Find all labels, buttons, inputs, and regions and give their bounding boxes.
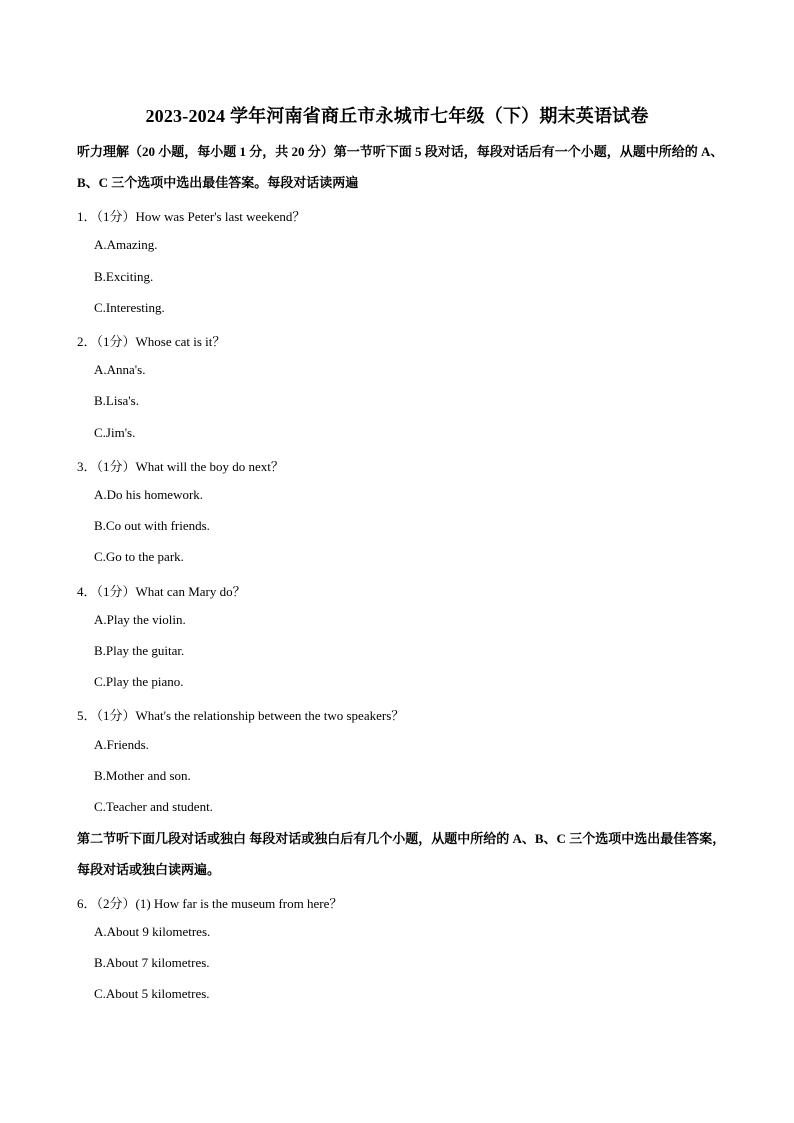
answer-option: B.Lisa's. xyxy=(94,393,139,408)
question-stem: 4．（1分）What can Mary do？ xyxy=(77,584,246,599)
answer-option: C.Teacher and student. xyxy=(94,799,213,814)
section-1-instruction: 听力理解（20 小题，每小题 1 分，共 20 分）第一节听下面 5 段对话，每段对话后有一个小题，从题中所给的 A、B、C 三个选项中选出最佳答案。每段对话读两遍 xyxy=(77,144,724,190)
question-stem: 3．（1分）What will the boy do next？ xyxy=(77,459,284,474)
answer-option: C.About 5 kilometres. xyxy=(94,986,210,1001)
answer-option: A.About 9 kilometres. xyxy=(94,924,211,939)
answer-option: C.Play the piano. xyxy=(94,674,184,689)
answer-option: B.Play the guitar. xyxy=(94,643,185,658)
answer-option: B.Exciting. xyxy=(94,269,154,284)
answer-option: B.Co out with friends. xyxy=(94,518,210,533)
question-stem: 2．（1分）Whose cat is it？ xyxy=(77,334,226,349)
section-2-instruction: 第二节听下面几段对话或独白 每段对话或独白后有几个小题，从题中所给的 A、B、C 三个选项中选出最佳答案，每段对话或独白读两遍。 xyxy=(77,831,726,877)
page-title: 2023-2024 学年河南省商丘市永城市七年级（下）期末英语试卷 xyxy=(145,106,649,126)
answer-option: A.Anna's. xyxy=(94,362,146,377)
answer-option: C.Go to the park. xyxy=(94,549,184,564)
question-stem: 6．（2分）(1) How far is the museum from here？ xyxy=(77,896,343,911)
answer-option: A.Friends. xyxy=(94,737,149,752)
question-stem: 1．（1分）How was Peter's last weekend？ xyxy=(77,209,306,224)
answer-option: C.Interesting. xyxy=(94,300,165,315)
question-stem: 5．（1分）What's the relationship between the two speakers？ xyxy=(77,708,405,723)
answer-option: C.Jim's. xyxy=(94,425,136,440)
answer-option: B.About 7 kilometres. xyxy=(94,955,210,970)
answer-option: B.Mother and son. xyxy=(94,768,191,783)
answer-option: A.Amazing. xyxy=(94,237,158,252)
answer-option: A.Play the violin. xyxy=(94,612,186,627)
answer-option: A.Do his homework. xyxy=(94,487,204,502)
